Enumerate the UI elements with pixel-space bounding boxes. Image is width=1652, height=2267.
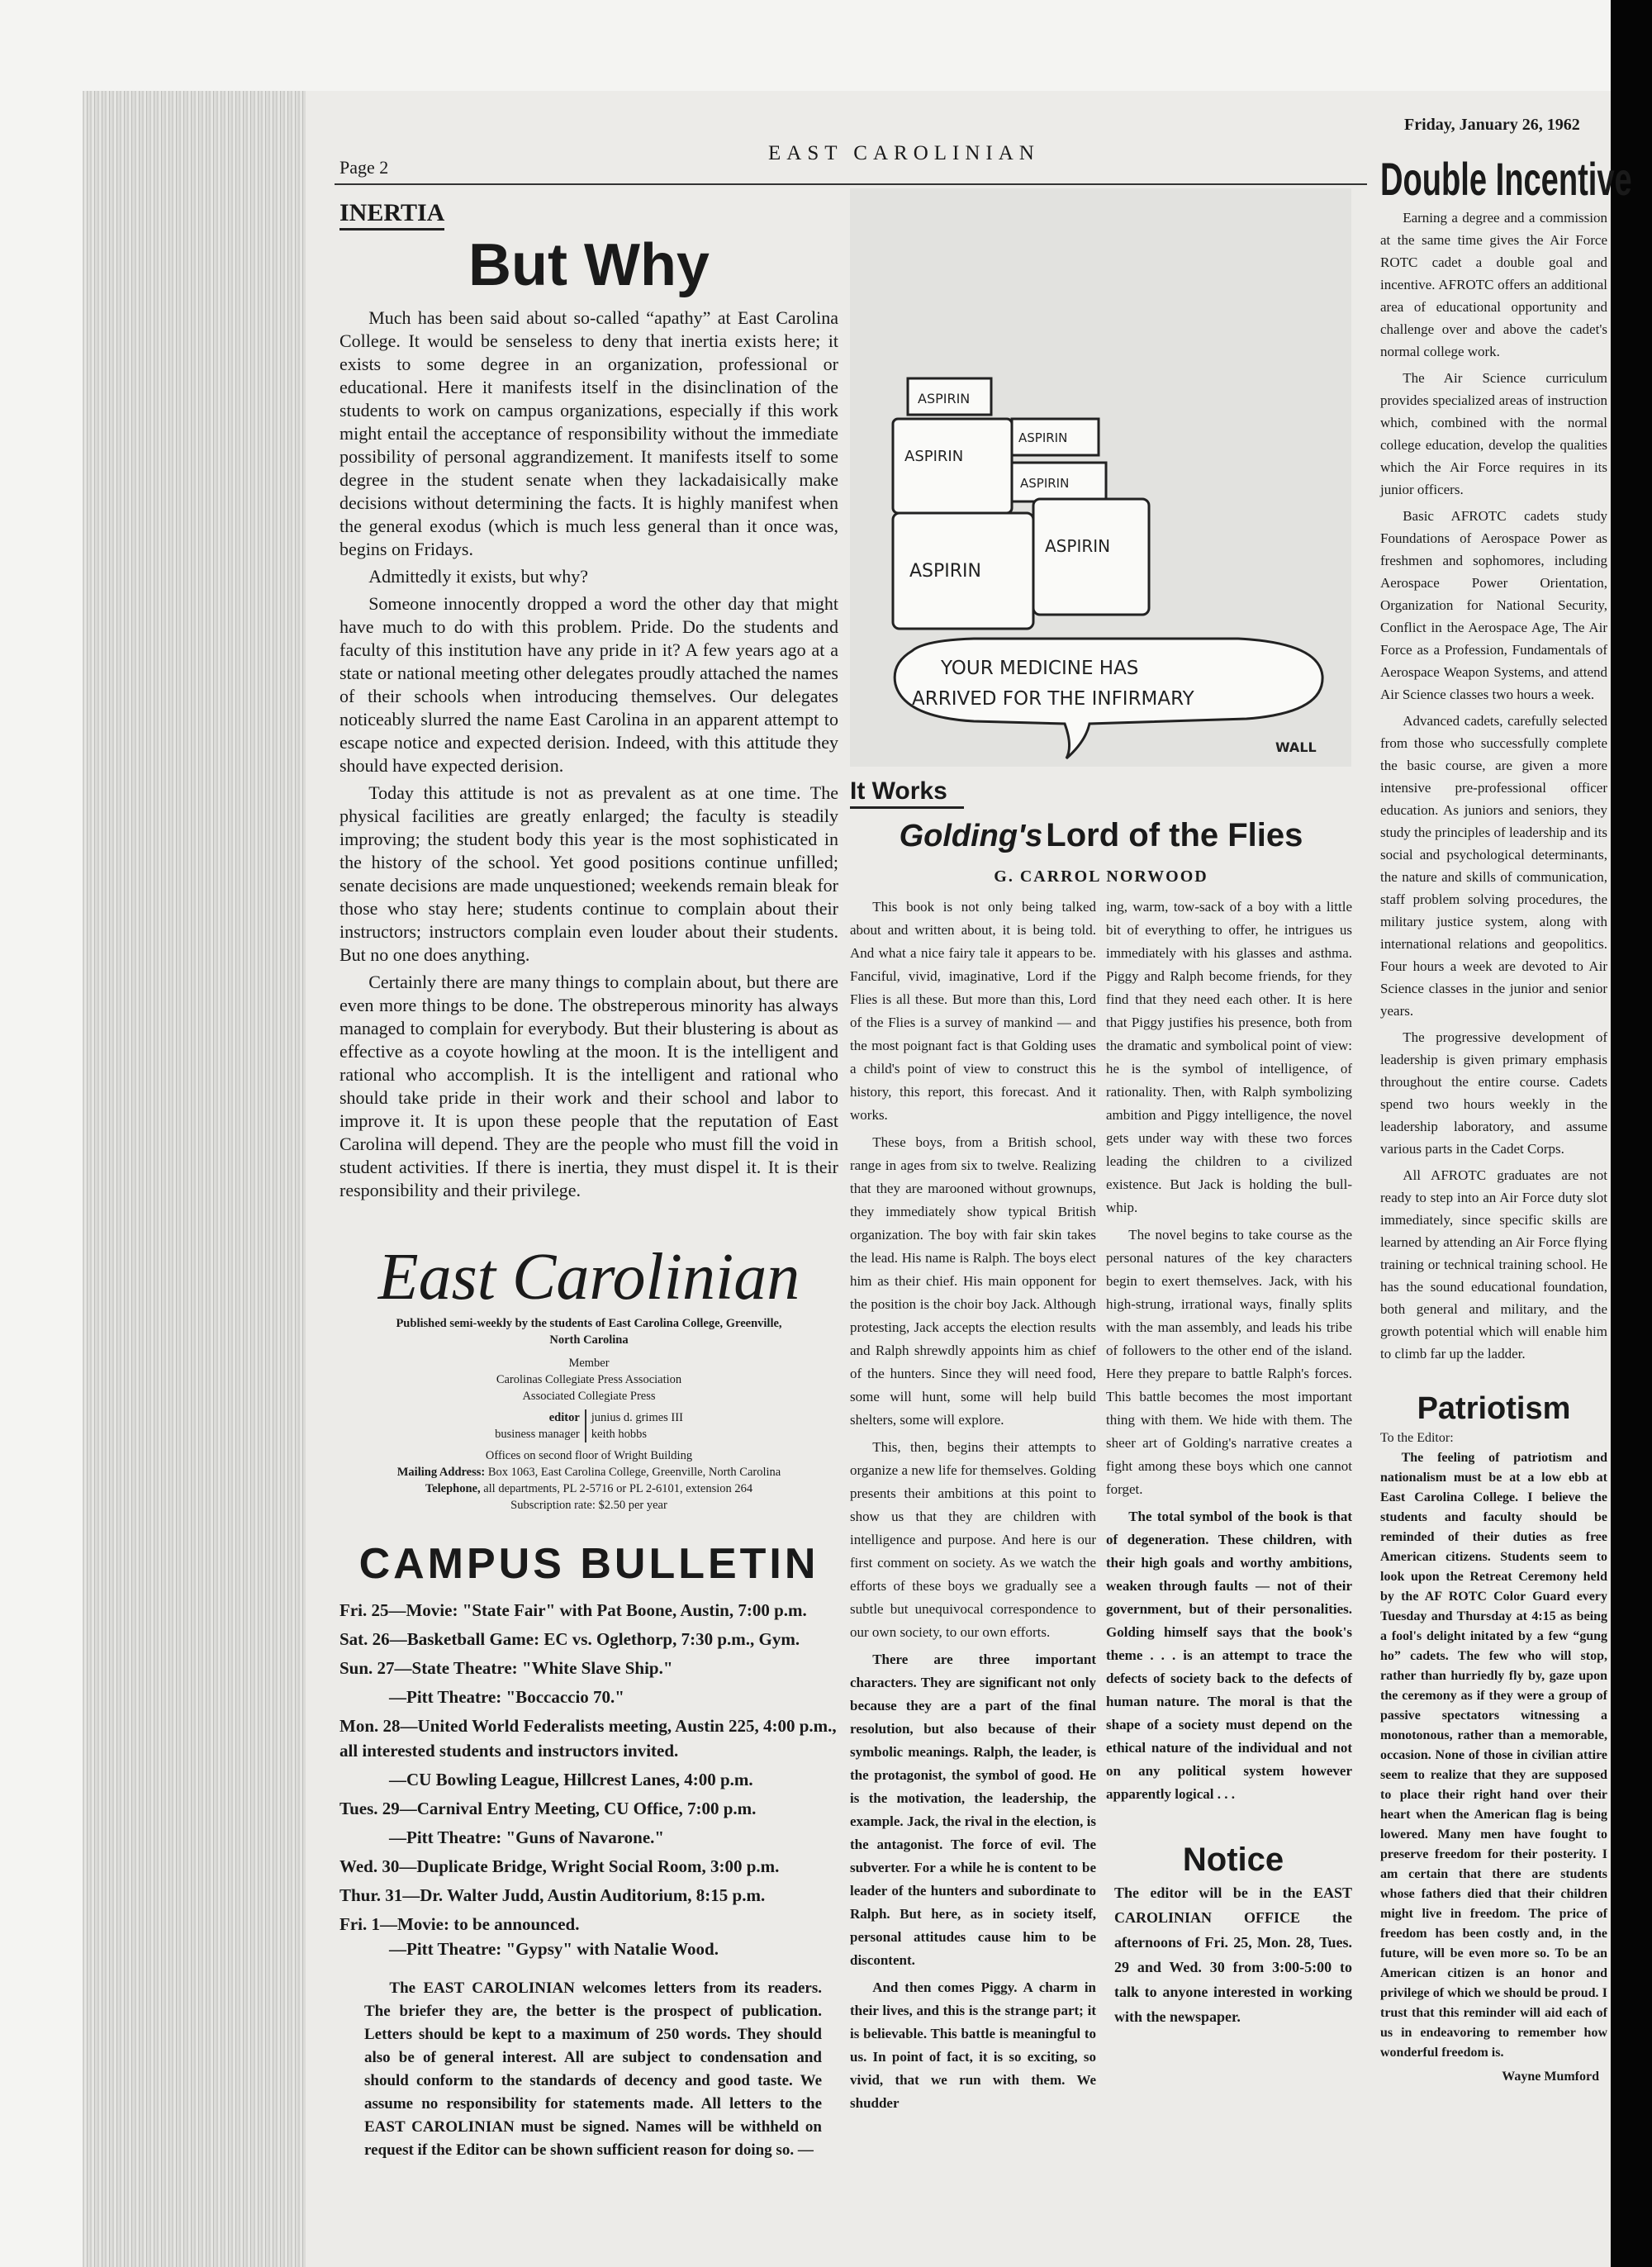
box-label: ASPIRIN (909, 561, 982, 582)
bulletin-item (339, 1825, 838, 1850)
scan-border (1611, 0, 1652, 2267)
notice-box (1106, 1839, 1352, 2029)
editorial-title: But Why (468, 232, 710, 298)
bulletin-text: —State Theatre: "White Slave Ship." (394, 1658, 673, 1678)
bulletin-day: Sun. 27 (339, 1658, 395, 1678)
member-label: Member (568, 1357, 610, 1370)
paper-name: EAST CAROLINIAN (768, 142, 1040, 164)
staff-name: keith hobbs (591, 1428, 648, 1441)
review-title (850, 812, 1352, 866)
bulletin-text: —United World Federalists meeting, Austin 225, 4:00 p.m., all interested students and instructors invited. (339, 1716, 837, 1761)
association: Associated Collegiate Press (522, 1390, 656, 1403)
letter-body: The feeling of patriotism and nationalism must be at a low ebb at East Carolina College. I believe the students and faculty should be reminded of their duties as free American citizens. Students seem to look upon the Retreat Ceremony held by the AF ROTC Color Guard every Tuesday and Thursday at 4:15 as being a fool's delight initated by a few “gung ho” cadets. The few who will stop, rather than hurriedly fly by, gaze upon the ceremony as if they were a group of passive spectators witnessing a monotonous, rather than a memorable, occasion. None of those in civilian attire seem to realize that they are supposed to place their right hand over their heart when the American flag is being lowered. Many men have fought to preserve freedom for their posterity. I am certain that there are students whose fathers died that their children might live in freedom. The price of freedom has been costly and, in the future, will be even more so. To be an American citizen is an honor and privilege of which we should be proud. I trust that this reminder will aid each of us in endeavoring to remember how wonderful freedom is. (1380, 1451, 1607, 2060)
salutation: To the Editor: (1380, 1431, 1454, 1445)
staff-name: junius d. grimes III (591, 1411, 683, 1424)
paragraph: The progressive development of leadership is given primary emphasis throughout the entire course. Cadets spend two hours weekly in the leadership laboratory, and assume various parts in the Cadet Corps. (1380, 1029, 1607, 1157)
review-title-author: Golding's (899, 819, 1043, 853)
bulletin-day: Thur. 31 (339, 1885, 403, 1905)
bulletin-item (339, 1937, 838, 1961)
box-label: ASPIRIN (1018, 430, 1068, 445)
paragraph: Someone innocently dropped a word the other day that might have much to do with this problem. Pride. Do the students and faculty of this institution have any pride in it? A few years ago at a state or national meeting other delegates proudly attached the names of their schools when introducing themselves. Our delegates noticeably slurred the name East Carolina in an apparent attempt to escape notice and expected derision. Indeed, with this attitude they should have expected derision. (339, 593, 838, 776)
paragraph: Certainly there are many things to complain about, but there are even more things to be done. The obstreperous minority has always managed to complain for everybody. But their blustering is about as effective as a coyote howling at the moon. It is the intelligent and rational who accomplish. It is the intelligent and rational who should take pride in their work and their school and labor to improve it. It is upon these people that the reputation of East Carolina will depend. They are the people who must fill the void in student activities. If there is inertia, they must dispel it. It is their responsibility and their privilege. (339, 972, 838, 1200)
masthead-logo: East Carolinian (377, 1241, 800, 1314)
bulletin-item (339, 1656, 838, 1680)
box-label: ASPIRIN (1045, 536, 1111, 556)
paragraph: There are three important characters. They are significant not only because they are a part of the final resolution, but also because of their symbolic meanings. Ralph, the leader, is the protagonist, the symbol of good. He is the motivation, the leadership, the example. Jack, the rival in the election, is the antagonist. The force of evil. The subverter. For a while he is content to be leader of the hunters and subordinate to Ralph. But here, as in society itself, personal attitudes cause him to be discontent. (850, 1652, 1096, 1968)
bulletin-item (339, 1685, 838, 1709)
signature: Wayne Mumford (1502, 2070, 1599, 2084)
paragraph: And then comes Piggy. A charm in their lives, and this is the strange part; it is believable. This battle is meaningful to us. In point of fact, it is so exciting, so vivid, that we run with them. We shudder (850, 1979, 1096, 2111)
incentive-title: Double Incentive (1380, 153, 1632, 205)
letters-policy: The EAST CAROLINIAN welcomes letters from its readers. The briefer they are, the better is the prospect of publication. Letters should be kept to a maximum of 250 words. They should also be of general interest. All are subject to condensation and should conform to the standards of decency and good taste. We assume no responsibility for statements made. All letters to the EAST CAROLINIAN must be signed. Names will be withheld on request if the Editor can be shown sufficient reason for doing so. — (364, 1979, 822, 2159)
paragraph: Advanced cadets, carefully selected from those who successfully complete the basic course, are given a more intensive pre-professional officer education. As juniors and seniors, they study the principles of leadership and its social and psychological determinants, the nature and skills of communication, staff problem solving procedures, the military justice system, along with international relations and geopolitics. Four hours a week are devoted to Air Science classes in the junior and senior years. (1380, 713, 1607, 1019)
bulletin-day: Fri. 25 (339, 1600, 389, 1620)
bulletin-text: —Duplicate Bridge, Wright Social Room, 3:00 p.m. (399, 1856, 780, 1876)
artist-signature: WALL (1275, 739, 1317, 755)
bulletin-day: Tues. 29 (339, 1799, 400, 1818)
bulletin-text: —Dr. Walter Judd, Austin Auditorium, 8:15 p.m. (402, 1885, 766, 1905)
review-column (1106, 896, 1352, 2029)
incentive-article (1380, 207, 1607, 1369)
bulletin-text: —Movie: "State Fair" with Pat Boone, Austin, 7:00 p.m. (388, 1600, 807, 1620)
notice-title: Notice (1182, 1842, 1284, 1878)
notice-text: The editor will be in the EAST CAROLINIAN OFFICE the afternoons of Fri. 25, Mon. 28, Tues. 29 and Wed. 30 from 3:00-5:00 to talk to anyone interested in working with the newspaper. (1114, 1884, 1352, 2025)
bulletin-item (339, 1627, 838, 1652)
bulletin-text: —Pitt Theatre: "Guns of Navarone." (389, 1827, 665, 1847)
review-columns (850, 896, 1352, 2119)
phone-numbers: all departments, PL 2-5716 or PL 2-6101, extension 264 (483, 1482, 753, 1495)
paragraph: This, then, begins their attempts to organize a new life for themselves. Golding presents their ambitions at this point to show us that they are children with intelligence and purpose. And here is our first comment on society. As we watch the efforts of these boys we gradually see a subtle but unequivocal correspondence to our own society, to our own efforts. (850, 1439, 1096, 1640)
paragraph: Earning a degree and a commission at the same time gives the Air Force ROTC cadet a double goal and incentive. AFROTC offers an additional area of educational opportunity and challenge over and above the cadet's normal college work. (1380, 210, 1607, 359)
cartoon-caption: YOUR MEDICINE HAS (941, 658, 1139, 679)
paragraph: Much has been said about so-called “apathy” at East Carolina College. It would be senseless to deny that inertia exists here; it exists to some degree in an organization, professional or educational. Here it manifests itself in the disinclination of the students to work on campus organizations, especially if this work might entail the acceptance of responsibility without the immediate possibility of personal aggrandizement. It manifests itself to some degree in the student senate when they lackadaisically make decisions without determining the facts. It is highly manifest when the general exodus (which is much less general than it once was, begins on Fridays. (339, 307, 838, 559)
subscription-rate: Subscription rate: $2.50 per year (510, 1499, 667, 1512)
paragraph: The total symbol of the book is that of degeneration. These children, with their high goals and worthy ambitions, weaken through faults — not of their government, but of their personalities. Golding himself says that the book's theme . . . is an attempt to trace the defects of society back to the defects of human nature. The moral is that the shape of a society must depend on the ethical nature of the individual and not on any political system however apparently logical . . . (1106, 1509, 1352, 1802)
bulletin-item (339, 1883, 838, 1908)
bulletin-day: Mon. 28 (339, 1716, 401, 1736)
bulletin-item (339, 1598, 838, 1623)
mailing-address: Box 1063, East Carolina College, Greenville, North Carolina (487, 1466, 781, 1479)
staff-role: business manager (495, 1428, 580, 1441)
aspirin-box (893, 419, 1012, 513)
bulletin-title: CAMPUS BULLETIN (358, 1540, 819, 1588)
bulletin-item (339, 1713, 838, 1763)
cartoon-drawing (850, 188, 1351, 767)
mailing-label: Mailing Address: (396, 1466, 486, 1479)
paragraph: These boys, from a British school, range in ages from six to twelve. Realizing that they are marooned without grownups, they immediately show typical British organization. The boy with fair skin takes the lead. His name is Ralph. The boys elect him as their chief. His main opponent for the position is the choir boy Jack. Although protesting, Jack accepts the election results and Ralph shrewdly appoints him as chief of the hunters. Since they will need food, some will hunt, some will help build shelters, some will explore. (850, 1134, 1096, 1428)
association: Carolinas Collegiate Press Association (496, 1373, 682, 1386)
bulletin-text: —Carnival Entry Meeting, CU Office, 7:00 p.m. (399, 1799, 757, 1818)
paragraph: The novel begins to take course as the personal natures of the key characters begin to exert themselves. Jack, with his high-strung, irrational ways, finally splits with the man assembly, and leads his tribe of followers to the other end of the island. Here they prepare to battle Ralph's forces. This battle becomes the most important thing with them. We hide with them. The sheer art of Golding's narrative creates a fight among these boys which one cannot forget. (1106, 1227, 1352, 1497)
patriotism-title: Patriotism (1417, 1391, 1571, 1426)
bulletin-day: Fri. 1 (339, 1914, 380, 1934)
box-label: ASPIRIN (1020, 476, 1070, 491)
bulletin-item (339, 1912, 838, 1937)
editorial-body (339, 307, 838, 1206)
bulletin-item (339, 1796, 838, 1821)
paragraph: All AFROTC graduates are not ready to step into an Air Force duty slot immediately, since specific skills are learned by attending an Air Force flying training or technical training school. He has the sound educational foundation, both general and military, and the growth potential which will enable him to climb far up the ladder. (1380, 1167, 1607, 1362)
bulletin-day: Sat. 26 (339, 1629, 390, 1649)
paragraph: This book is not only being talked about and written about, it is being told. And what a nice fairy tale it appears to be. Fanciful, vivid, imaginative, Lord if the Flies is all these. But more than this, Lord of the Flies is a survey of mankind — and the most poignant fact is that Golding uses a child's point of view to construct this history, this report, this forecast. And it works. (850, 899, 1096, 1123)
paragraph: Basic AFROTC cadets study Foundations of Aerospace Power as freshmen and sophomores, including Aerospace Power Orientation, Organization for National Security, Conflict in the Aerospace Age, The Air Force as a Profession, Fundamentals of Aerospace Weapon Systems, and attend Air Science classes two hours a week. (1380, 508, 1607, 702)
phone-label: Telephone, (425, 1482, 481, 1495)
bulletin-text: —Basketball Game: EC vs. Oglethorp, 7:30 p.m., Gym. (389, 1629, 800, 1649)
bulletin-list (339, 1598, 838, 1965)
bulletin-text: —Pitt Theatre: "Boccaccio 70." (389, 1687, 624, 1707)
box-label: ASPIRIN (918, 391, 971, 406)
staff-role: editor (548, 1411, 580, 1424)
header-rule (335, 183, 1367, 185)
review-title-book: Lord of the Flies (1046, 817, 1303, 853)
page-number: Page 2 (339, 157, 389, 178)
paragraph: The Air Science curriculum provides specialized areas of instruction which, combined with the normal college education, develop the qualities which the Air Force requires in its junior officers. (1380, 370, 1607, 497)
editorial-cartoon (850, 188, 1351, 767)
issue-date: Friday, January 26, 1962 (1404, 116, 1580, 134)
paragraph: ing, warm, tow-sack of a boy with a little bit of everything to offer, he intrigues us immediately with his glasses and asthma. Piggy and Ralph become friends, for they find that they need each other. It is here that Piggy justifies his presence, both from the dramatic and symbolical point of view: he is the symbol of intelligence, of rationality. Then, with Ralph symbolizing ambition and Piggy intelligence, the novel gets under way with these two forces leading the children to a civilized existence. But Jack is holding the bull-whip. (1106, 899, 1352, 1215)
incentive-title-wrap (1380, 152, 1632, 207)
paragraph: Admittedly it exists, but why? (368, 566, 589, 587)
section-kicker: INERTIA (339, 198, 444, 231)
bulletin-text: —Pitt Theatre: "Gypsy" with Natalie Wood. (389, 1939, 719, 1959)
review-column (850, 896, 1096, 2119)
box-label: ASPIRIN (904, 448, 964, 465)
byline: G. CARROL NORWOOD (994, 867, 1208, 886)
patriotism-letter (1380, 1428, 1607, 2087)
right-column (1380, 152, 1632, 2087)
bound-volume-page-edges (83, 91, 314, 2267)
cartoon-caption: ARRIVED FOR THE INFIRMARY (912, 688, 1194, 710)
published-line: Published semi-weekly by the students of East Carolina College, Greenville, North Carolina (396, 1317, 782, 1347)
bulletin-text: —CU Bowling League, Hillcrest Lanes, 4:00 p.m. (389, 1770, 753, 1789)
review-kicker: It Works (850, 777, 964, 809)
bulletin-item (339, 1854, 838, 1879)
left-column (339, 198, 838, 2162)
middle-column (850, 188, 1352, 2119)
bulletin-item (339, 1767, 838, 1792)
paragraph: Today this attitude is not as prevalent as at one time. The physical facilities are greatly enlarged; the faculty is steadily improving; the student body this year is the most sophisticated in the history of the school. Yet good positions continue unfilled; senate decisions are made unquestioned; weekends remain bleak for those who stay here; students continue to complain about their instructors; instructors complain even louder about their students. But no one does anything. (339, 782, 838, 965)
bulletin-text: —Movie: to be announced. (379, 1914, 580, 1934)
aspirin-box (1033, 499, 1149, 615)
bulletin-day: Wed. 30 (339, 1856, 400, 1876)
offices-line: Offices on second floor of Wright Building (485, 1449, 693, 1462)
staff-list (358, 1409, 820, 1442)
masthead (358, 1239, 820, 1514)
